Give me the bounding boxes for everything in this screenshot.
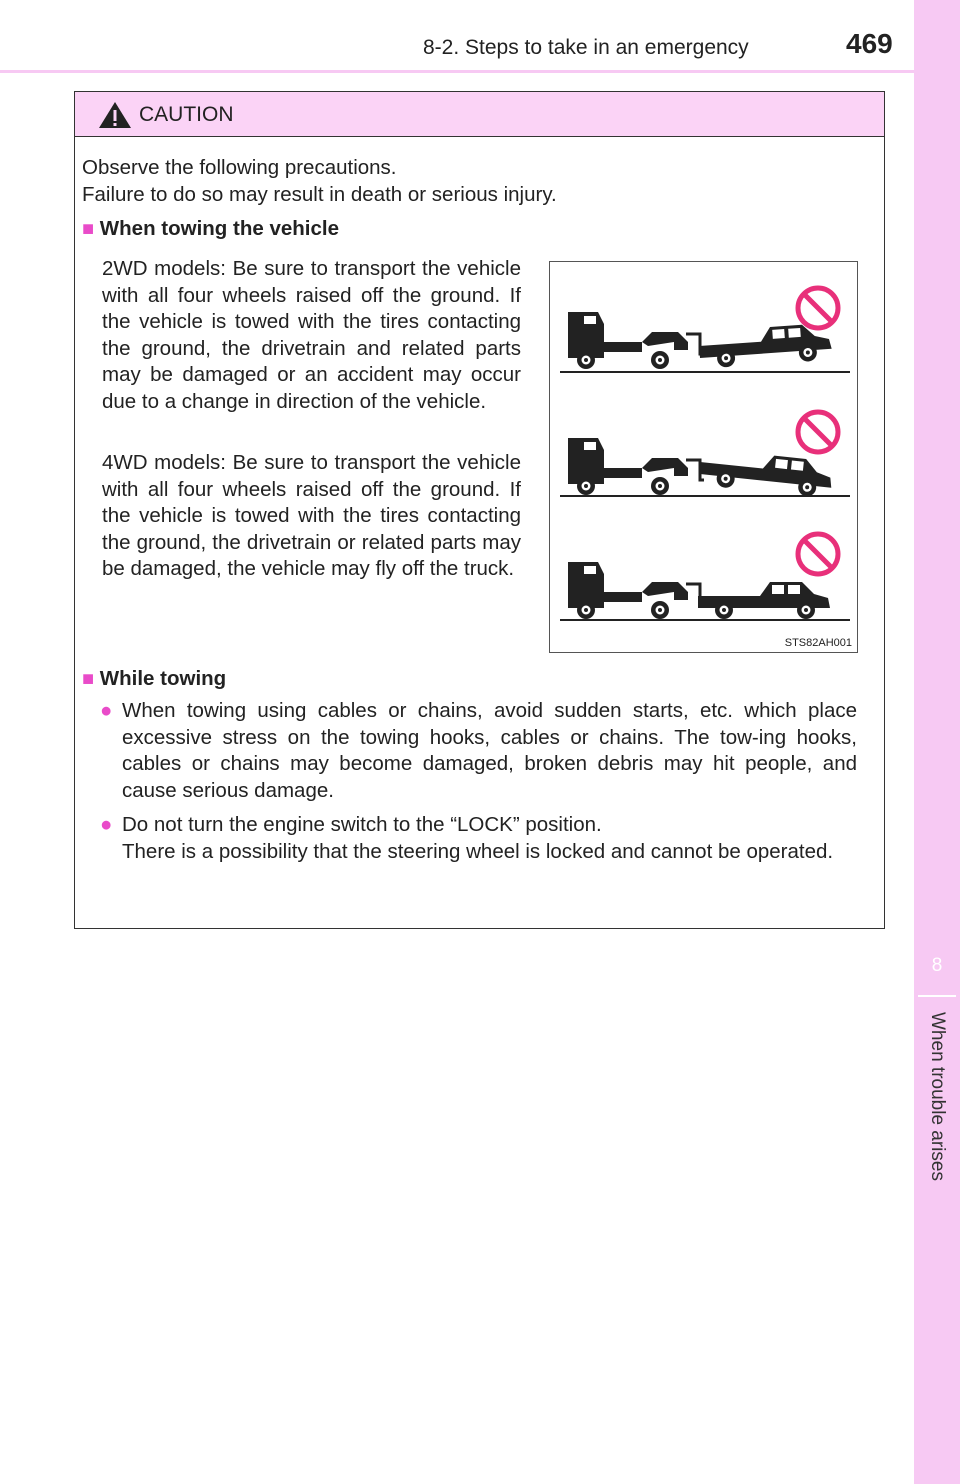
prohibited-icon bbox=[798, 288, 838, 328]
bullet-dot-icon: ● bbox=[100, 813, 113, 836]
chapter-number: 8 bbox=[931, 955, 943, 976]
caution-header bbox=[75, 92, 884, 137]
chapter-title: When trouble arises bbox=[927, 1012, 948, 1181]
bullet-dot-icon: ● bbox=[100, 699, 113, 722]
bullet-item-1: When towing using cables or chains, avoid sudden starts, etc. which place excessive stress on the towing hooks, cables or chains. The tow-ing hooks, cables or chains may become damaged, broken debris may hit people, and cause serious damage. bbox=[122, 699, 857, 802]
intro-line-2: Failure to do so may result in death or serious injury. bbox=[82, 183, 557, 206]
heading-text: When towing the vehicle bbox=[99, 217, 339, 240]
section-heading-while-towing bbox=[82, 666, 226, 693]
towing-figure bbox=[549, 261, 858, 653]
heading-text: While towing bbox=[99, 667, 227, 690]
bullet-item-2-line-2: There is a possibility that the steering wheel is locked and cannot be operated. bbox=[122, 840, 834, 863]
chapter-side-tab bbox=[914, 0, 960, 1484]
towing-illustration bbox=[550, 262, 857, 632]
prohibited-icon bbox=[798, 412, 838, 452]
pickup-truck-icon bbox=[699, 448, 834, 499]
header-rule bbox=[0, 70, 914, 73]
pickup-truck-icon bbox=[698, 582, 830, 619]
prohibited-icon bbox=[798, 534, 838, 574]
pickup-truck-icon bbox=[698, 323, 832, 369]
square-bullet-icon: ■ bbox=[82, 218, 95, 240]
figure-code: STS82AH001 bbox=[784, 637, 852, 649]
section-title: 8-2. Steps to take in an emergency bbox=[423, 36, 749, 59]
tow-truck-icon bbox=[568, 438, 704, 495]
bullet-item-2-line-1: Do not turn the engine switch to the “LOCK” position. bbox=[122, 813, 602, 836]
square-bullet-icon: ■ bbox=[82, 668, 95, 690]
caution-label: CAUTION bbox=[139, 103, 234, 126]
page-number: 469 bbox=[846, 28, 893, 59]
warning-icon bbox=[97, 100, 133, 130]
tow-truck-icon bbox=[568, 562, 704, 619]
chapter-divider bbox=[918, 995, 956, 997]
section-heading-towing-vehicle bbox=[82, 216, 339, 243]
intro-line-1: Observe the following precautions. bbox=[82, 156, 397, 179]
paragraph-2wd: 2WD models: Be sure to transport the vehicle with all four wheels raised off the ground. If the vehicle is towed with the tires contacting the ground, the drivetrain and related parts may be damaged or an accident may occur due to a change in direction of the vehicle. bbox=[102, 257, 521, 413]
paragraph-4wd: 4WD models: Be sure to transport the vehicle with all four wheels raised off the ground. If the vehicle is towed with the tires contacting the ground, the drivetrain or related parts may be damaged, the vehicle may fly off the truck. bbox=[102, 451, 521, 581]
tow-truck-icon bbox=[568, 312, 704, 369]
